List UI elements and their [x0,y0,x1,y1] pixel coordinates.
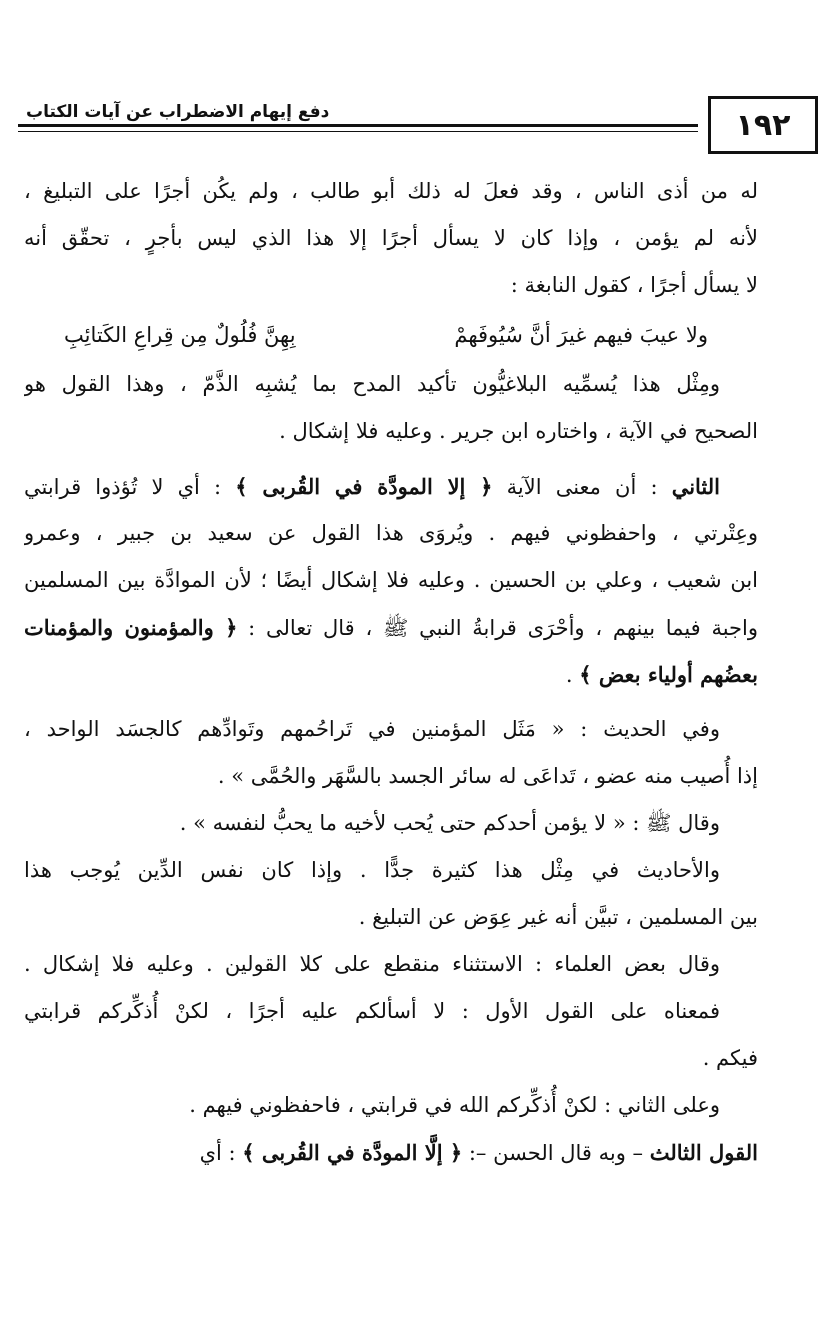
text-line: فمعناه على القول الأول : لا أسألكم عليه أجرًا ، لكنْ أُذكِّركم قرابتي [24,999,720,1023]
text-line: ومِثْل هذا يُسمِّيه البلاغيُّون تأكيد المدح بما يُشبِه الذَّمّ ، وهذا القول هو [24,372,720,396]
page-header [18,96,818,168]
text-line: لأنه لم يؤمن ، وإذا كان لا يسأل أجرًا إلا هذا الذي ليس بأجرٍ ، تحقّق أنه [24,226,758,250]
section-label: القول الثالث [649,1140,758,1165]
text-line: واجبة فيما بينهم ، وأحْرَى قرابةُ النبي ﷺ ، قال تعالى : ﴿ والمؤمنون والمؤمنات [24,615,758,640]
section-label: الثاني [671,474,721,499]
text-line: فيكم . [702,1046,758,1070]
text-body [24,168,758,1176]
text-line: الثاني : أن معنى الآية ﴿ إلا المودَّة في القُربى ﴾ : أي لا تُؤذوا قرابتي [24,474,721,499]
page-number: ١٩٢ [708,96,818,154]
text-line: ابن شعيب ، وعلي بن الحسين . وعليه فلا إشكال أيضًا ؛ لأن الموادَّة بين المسلمين [24,568,758,592]
quran-quote: ﴿ إلا المودَّة في القُربى ﴾ [235,474,493,499]
quran-quote: بعضُهم أولياء بعض ﴾ [579,662,758,687]
text-line: وعلى الثاني : لكنْ أُذكِّركم الله في قرابتي ، فاحفظوني فيهم . [189,1093,720,1117]
quran-quote: ﴿ والمؤمنون والمؤمنات [24,615,238,640]
text-line: القول الثالث – وبه قال الحسن –: ﴿ إلَّا المودَّة في القُربى ﴾ : أي [199,1140,758,1165]
verse-second-hemistich: بِهِنَّ فُلُولٌ مِن قِراعِ الكَتائِبِ [64,323,296,347]
text-line: وقال بعض العلماء : الاستثناء منقطع على كلا القولين . وعليه فلا إشكال . [24,952,720,976]
text-line: له من أذى الناس ، وقد فعلَ له ذلك أبو طالب ، ولم يكُن أجرًا على التبليغ ، [24,179,758,203]
text-line: بين المسلمين ، تبيَّن أنه غير عِوَض عن التبليغ . [358,905,758,929]
text-line: إذا أُصيب منه عضو ، تَداعَى له سائر الجسد بالسَّهَر والحُمَّى » . [217,764,758,788]
text-line: والأحاديث في مِثْل هذا كثيرة جدًّا . وإذا كان نفس الدِّين يُوجب هذا [24,858,720,882]
running-title: دفع إيهام الاضطراب عن آيات الكتاب [26,102,330,122]
text-line: وعِتْرتي ، واحفظوني فيهم . ويُروَى هذا القول عن سعيد بن جبير ، وعمرو [24,521,758,545]
text-line: وقال ﷺ : « لا يؤمن أحدكم حتى يُحب لأخيه ما يحبُّ لنفسه » . [179,811,720,835]
text-line: بعضُهم أولياء بعض ﴾ . [565,662,758,687]
quran-quote: ﴿ إلَّا المودَّة في القُربى ﴾ [242,1140,463,1165]
text-line: وفي الحديث : « مَثَل المؤمنين في تَراحُمهم وتَوادِّهم كالجسَد الواحد ، [24,717,720,741]
header-rule-thick [18,124,698,127]
header-rule-thin [18,131,698,132]
text-line: الصحيح في الآية ، واختاره ابن جرير . وعليه فلا إشكال . [279,419,758,443]
text-line: لا يسأل أجرًا ، كقول النابغة : [510,273,758,297]
verse-first-hemistich: ولا عيبَ فيهم غيرَ أنَّ سُيُوفَهمْ [454,323,708,347]
poem-verse [24,309,758,361]
